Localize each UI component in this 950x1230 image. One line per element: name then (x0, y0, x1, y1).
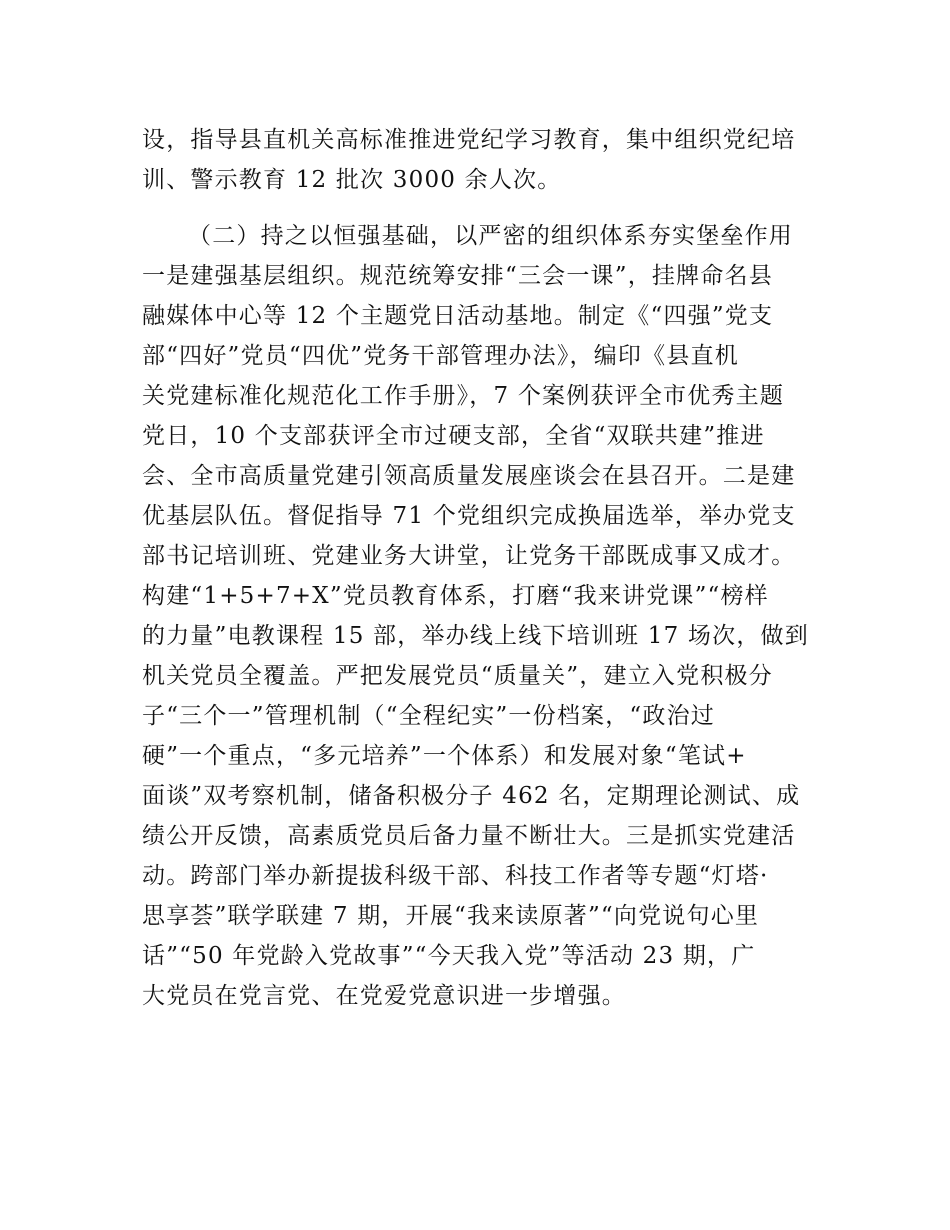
section-paragraph (142, 216, 810, 1016)
paragraph-line: 硬”一个重点，“多元培养”一个体系）和发展对象“笔试+ (142, 743, 747, 769)
paragraph-line: 话”“50 年党龄入党故事”“今天我入党”等活动 23 期，广 (142, 943, 756, 969)
paragraph-line: 党日，10 个支部获评全市过硬支部，全省“双联共建”推进 (142, 423, 765, 449)
paragraph-line: 子“三个一”管理机制（“全程纪实”一份档案，“政治过 (142, 703, 715, 729)
paragraph-line: 大党员在党言党、在党爱党意识进一步增强。 (142, 983, 626, 1009)
paragraph-line: 部书记培训班、党建业务大讲堂，让党务干部既成事又成才。 (142, 543, 796, 569)
paragraph-line: 构建“1+5+7+X”党员教育体系，打磨“我来讲党课”“榜样 (142, 583, 769, 609)
paragraph-line: 会、全市高质量党建引领高质量发展座谈会在县召开。二是建 (142, 463, 796, 489)
paragraph-line: 训、警示教育 12 批次 3000 余人次。 (142, 167, 562, 193)
continuation-paragraph (142, 120, 810, 200)
paragraph-line: 的力量”电教课程 15 部，举办线上线下培训班 17 场次，做到 (142, 623, 809, 649)
paragraph-line: 部“四好”党员“四优”党务干部管理办法》，编印《县直机 (142, 343, 739, 369)
paragraph-line: 绩公开反馈，高素质党员后备力量不断壮大。三是抓实党建活 (142, 823, 796, 849)
section-heading: （二）持之以恒强基础，以严密的组织体系夯实堡垒作用 (188, 223, 793, 249)
paragraph-line: 关党建标准化规范化工作手册》，7 个案例获评全市优秀主题 (142, 383, 785, 409)
paragraph-line: 思享荟”联学联建 7 期，开展“我来读原著”“向党说句心里 (142, 903, 760, 929)
paragraph-line: 优基层队伍。督促指导 71 个党组织完成换届选举，举办党支 (142, 503, 796, 529)
paragraph-line: 设，指导县直机关高标准推进党纪学习教育，集中组织党纪培 (142, 127, 796, 153)
paragraph-line: 融媒体中心等 12 个主题党日活动基地。制定《“四强”党支 (142, 303, 774, 329)
paragraph-line: 面谈”双考察机制，储备积极分子 462 名，定期理论测试、成 (142, 783, 801, 809)
paragraph-line: 动。跨部门举办新提拔科级干部、科技工作者等专题“灯塔· (142, 863, 769, 889)
paragraph-line: 机关党员全覆盖。严把发展党员“质量关”，建立入党积极分 (142, 663, 773, 689)
paragraph-line: 一是建强基层组织。规范统筹安排“三会一课”，挂牌命名县 (142, 263, 773, 289)
